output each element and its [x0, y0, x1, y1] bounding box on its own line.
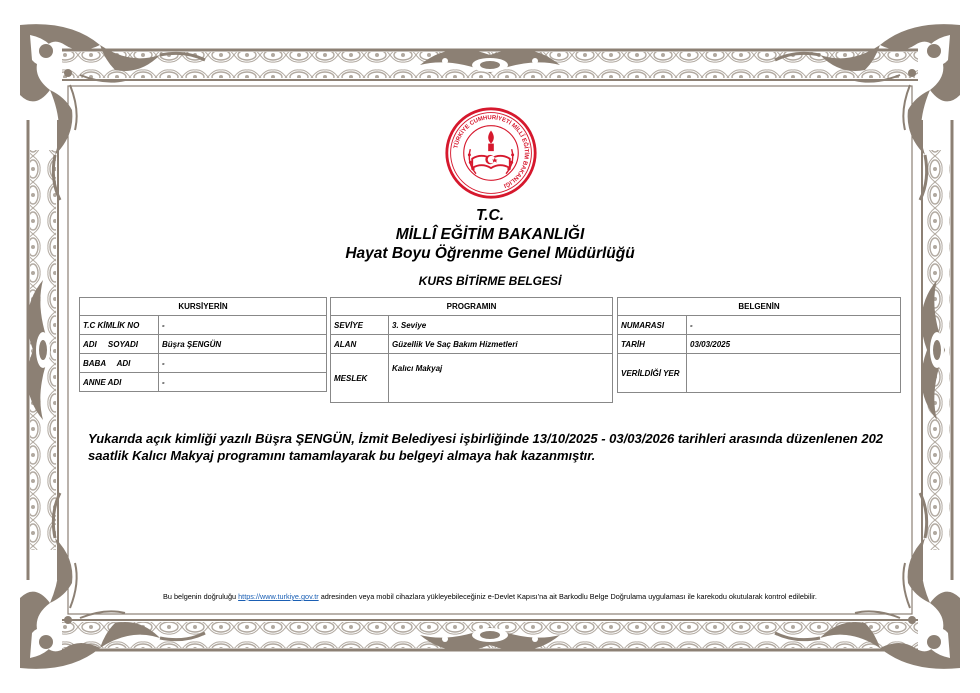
- document-title: KURS BİTİRME BELGESİ: [418, 274, 562, 288]
- certificate-value: 03/03/2025: [687, 335, 901, 354]
- program-value: 3. Seviye: [389, 316, 613, 335]
- trainee-label: BABA ADI: [80, 354, 159, 373]
- program-heading: PROGRAMIN: [331, 298, 613, 316]
- footer-text-before: Bu belgenin doğruluğu: [163, 592, 239, 601]
- program-label: ALAN: [331, 335, 389, 354]
- header-tc: T.C.: [475, 207, 505, 224]
- trainee-label: T.C KİMLİK NO: [80, 316, 159, 335]
- certificate-heading: BELGENİN: [618, 298, 901, 316]
- trainee-table: [79, 297, 327, 392]
- footer-text-after: adresinden veya mobil cihazlara yükleyebileceğiniz e-Devlet Kapısı'na ait Barkodlu Belge Doğrulama uygulaması ile karekodu okutularak kontrol edilebilir.: [318, 592, 817, 601]
- trainee-value: -: [159, 354, 327, 373]
- trainee-label: ANNE ADI: [80, 373, 159, 392]
- trainee-heading: KURSİYERİN: [80, 298, 327, 316]
- header: [0, 206, 980, 263]
- verification-note: [0, 592, 980, 601]
- header-ministry: MİLLÎ EĞİTİM BAKANLIĞI: [395, 226, 585, 243]
- program-value: Kalıcı Makyaj: [389, 354, 613, 403]
- trainee-value: Büşra ŞENGÜN: [159, 335, 327, 354]
- program-table: [330, 297, 613, 403]
- trainee-value: -: [159, 316, 327, 335]
- certificate-label: TARİH: [618, 335, 687, 354]
- certificate-label: NUMARASI: [618, 316, 687, 335]
- seal-ring-text: TÜRKİYE CUMHURİYETİ MİLLÎ EĞİTİM BAKANLIĞI: [453, 115, 529, 189]
- program-value: Güzellik Ve Saç Bakım Hizmetleri: [389, 335, 613, 354]
- ministry-seal: [444, 106, 538, 200]
- program-label: MESLEK: [331, 354, 389, 403]
- certificate-label: VERİLDİĞİ YER: [618, 354, 687, 393]
- certificate-statement: Yukarıda açık kimliği yazılı Büşra ŞENGÜN, İzmit Belediyesi işbirliğinde 13/10/2025 - 03/03/2026 tarihleri arasında düzenlenen 202 saatlik Kalıcı Makyaj programını tamamlayarak bu belgeyi almaya hak kazanmıştır.: [88, 431, 884, 463]
- trainee-label: ADI SOYADI: [80, 335, 159, 354]
- header-directorate: Hayat Boyu Öğrenme Genel Müdürlüğü: [345, 245, 635, 262]
- certificate-value: -: [687, 316, 901, 335]
- certificate-table: [617, 297, 901, 393]
- program-label: SEVİYE: [331, 316, 389, 335]
- turkiye-gov-link[interactable]: https://www.turkiye.gov.tr: [238, 592, 319, 601]
- certificate-value: [687, 354, 901, 393]
- trainee-value: -: [159, 373, 327, 392]
